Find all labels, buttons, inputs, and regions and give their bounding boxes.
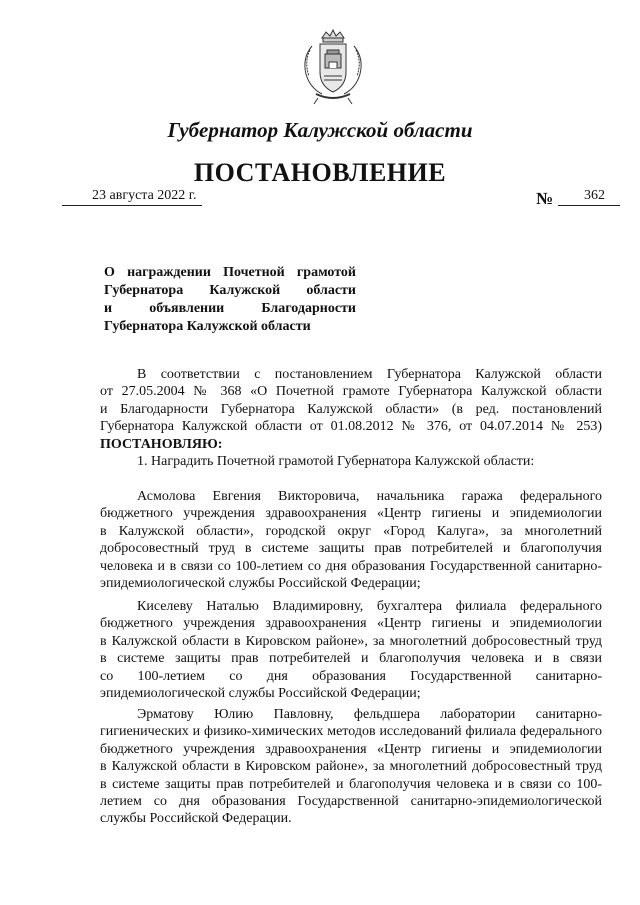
subject-line: Губернатора Калужской области bbox=[104, 283, 356, 298]
document-number: 362 bbox=[584, 188, 605, 203]
subject-line: и объявлении Благодарности bbox=[104, 301, 356, 316]
awardee-line: гигиенических и физико-химических методов исследований филиала федерального bbox=[100, 724, 602, 740]
awardee-line: эпидемиологической службы Российской Федерации; bbox=[100, 576, 421, 592]
awardee-line: со 100-летием со дня образования Государственной санитарно- bbox=[100, 668, 602, 684]
awardee-line: Эрматову Юлию Павловну, фельдшера лаборатории санитарно- bbox=[137, 707, 602, 722]
awardee-line: Асмолова Евгения Викторовича, начальника гаража федерального bbox=[137, 489, 602, 504]
awardee-paragraph-2 bbox=[100, 598, 602, 702]
awardee-paragraph-3 bbox=[100, 706, 602, 828]
awardee-line: человека и в связи со 100-летием со дня образования Государственной санитарно- bbox=[100, 558, 602, 574]
awardee-line: в системе защиты прав потребителей и благополучия человека и в связи со 100- bbox=[100, 776, 602, 792]
preamble-line: и Благодарности Губернатора Калужской области» (в ред. постановлений bbox=[100, 401, 602, 417]
subject-line: Губернатора Калужской области bbox=[104, 319, 311, 334]
awardee-line: в Калужской области в Кировском районе», за многолетний добросовестный труд bbox=[100, 759, 602, 775]
preamble-line: В соответствии с постановлением Губернатора Калужской области bbox=[137, 367, 602, 382]
awardee-line: летием со дня образования Государственной санитарно-эпидемиологической bbox=[100, 794, 602, 810]
issuer-title: Губернатор Калужской области bbox=[167, 118, 473, 142]
awardee-line: добросовестный труд в системе защиты прав потребителей и благополучия bbox=[100, 541, 602, 557]
awardee-paragraph-1 bbox=[100, 488, 602, 592]
document-subject bbox=[104, 264, 356, 336]
awardee-line: бюджетного учреждения здравоохранения «Центр гигиены и эпидемиологии bbox=[100, 741, 602, 757]
document-type-heading: ПОСТАНОВЛЕНИЕ bbox=[193, 158, 447, 187]
subject-line: О награждении Почетной грамотой bbox=[104, 265, 356, 280]
awardee-line: в Калужской области», городской округ «Город Калуга», за многолетний bbox=[100, 523, 602, 539]
awardee-line: службы Российской Федерации. bbox=[100, 811, 292, 827]
awardee-line: бюджетного учреждения здравоохранения «Центр гигиены и эпидемиологии bbox=[100, 616, 602, 632]
document-number-field bbox=[558, 187, 620, 206]
awardee-line: Киселеву Наталью Владимировну, бухгалтера филиала федерального bbox=[137, 599, 602, 614]
resolve-heading: ПОСТАНОВЛЯЮ: bbox=[100, 436, 223, 452]
document-date: 23 августа 2022 г. bbox=[92, 188, 197, 203]
document-date-field bbox=[62, 187, 202, 206]
preamble-line: Губернатора Калужской области от 01.08.2012 № 376, от 04.07.2014 № 253) bbox=[100, 419, 602, 435]
awardee-line: эпидемиологической службы Российской Федерации; bbox=[100, 686, 421, 702]
awardee-line: в Калужской области в Кировском районе», за многолетний добросовестный труд bbox=[100, 633, 602, 649]
item-1-heading: 1. Наградить Почетной грамотой Губернатора Калужской области: bbox=[137, 454, 535, 470]
preamble-paragraph bbox=[100, 366, 602, 470]
number-sign: № bbox=[536, 189, 554, 208]
awardee-line: бюджетного учреждения здравоохранения «Центр гигиены и эпидемиологии bbox=[100, 506, 602, 522]
preamble-line: от 27.05.2004 № 368 «О Почетной грамоте Губернатора Калужской области bbox=[100, 384, 602, 400]
awardee-line: в системе защиты прав потребителей и благополучия человека и в связи bbox=[100, 651, 602, 667]
coat-of-arms-emblem bbox=[300, 28, 366, 106]
